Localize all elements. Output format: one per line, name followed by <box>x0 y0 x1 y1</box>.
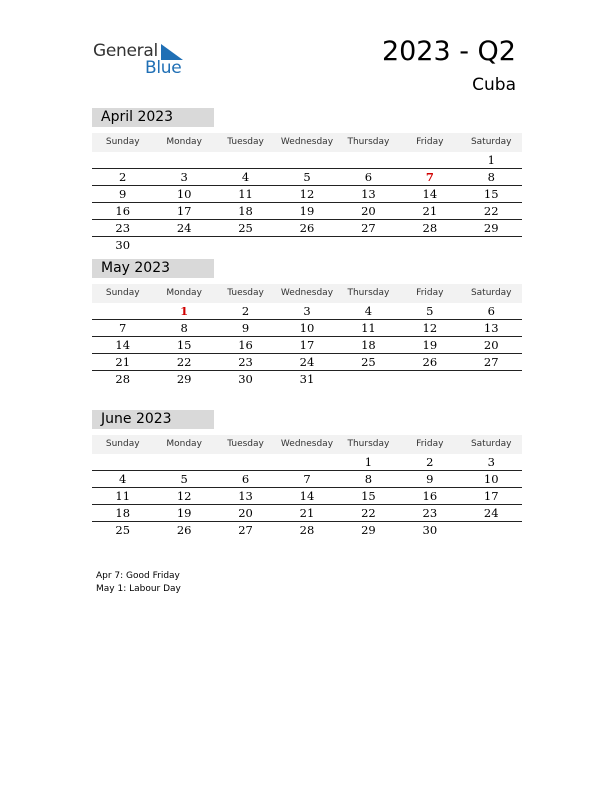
weekday-label: Sunday <box>105 288 140 298</box>
week-row <box>92 371 522 387</box>
day-cell: 30 <box>238 372 253 386</box>
day-cell <box>92 303 153 319</box>
day-cell <box>338 152 399 168</box>
day-cell: 11 <box>361 321 376 335</box>
day-cell: 5 <box>303 170 311 184</box>
holiday-day-cell: 1 <box>180 304 189 318</box>
weekday-label: Saturday <box>470 288 512 298</box>
day-cell: 27 <box>483 355 499 369</box>
day-cell: 14 <box>115 338 131 352</box>
day-cell: 4 <box>364 304 373 318</box>
weekday-label: Wednesday <box>280 288 334 298</box>
day-cell: 30 <box>115 238 131 252</box>
day-cell: 29 <box>361 523 376 537</box>
day-cell: 2 <box>426 455 434 469</box>
month-block <box>92 410 522 538</box>
weekday-label: Monday <box>166 439 202 449</box>
weekday-label: Monday <box>166 137 202 147</box>
day-cell: 8 <box>487 170 495 184</box>
day-cell: 6 <box>364 170 373 184</box>
weekday-label: Saturday <box>470 439 512 449</box>
week-row <box>92 169 522 186</box>
holiday-notes <box>96 570 181 596</box>
weekday-label: Friday <box>416 439 444 449</box>
day-cell <box>215 454 276 470</box>
day-cell: 9 <box>119 187 127 201</box>
day-cell: 17 <box>483 489 499 503</box>
day-cell: 27 <box>238 523 253 537</box>
day-cell: 3 <box>487 455 495 469</box>
day-cell: 16 <box>238 338 253 352</box>
day-cell <box>461 522 522 538</box>
day-cell: 25 <box>238 221 253 235</box>
day-cell: 11 <box>115 489 131 503</box>
day-cell: 20 <box>238 506 253 520</box>
day-cell: 16 <box>422 489 438 503</box>
weekday-label: Wednesday <box>280 137 334 147</box>
day-cell: 17 <box>176 204 192 218</box>
day-cell: 18 <box>115 506 131 520</box>
weekday-label: Friday <box>416 137 444 147</box>
day-cell: 30 <box>422 523 438 537</box>
day-cell: 15 <box>176 338 192 352</box>
weekday-label: Thursday <box>347 288 390 298</box>
day-cell: 20 <box>483 338 499 352</box>
week-row <box>92 354 522 371</box>
week-row <box>92 454 522 471</box>
holiday-note: Apr 7: Good Friday <box>96 571 180 581</box>
day-cell: 26 <box>299 221 315 235</box>
week-row <box>92 303 522 320</box>
day-cell: 5 <box>180 472 188 486</box>
weekday-label: Wednesday <box>280 439 334 449</box>
day-cell: 8 <box>180 321 188 335</box>
day-cell: 7 <box>119 321 127 335</box>
day-cell: 24 <box>176 221 192 235</box>
holiday-note: May 1: Labour Day <box>96 584 181 594</box>
day-cell: 7 <box>303 472 311 486</box>
week-row <box>92 505 522 522</box>
holiday-day-cell: 7 <box>425 170 434 184</box>
day-cell: 18 <box>238 204 253 218</box>
logo-text-blue: Blue <box>145 58 182 78</box>
day-cell: 23 <box>115 221 131 235</box>
weekday-label: Monday <box>166 288 202 298</box>
week-row <box>92 203 522 220</box>
month-name: April 2023 <box>92 108 214 127</box>
day-cell: 9 <box>426 472 434 486</box>
day-cell <box>399 371 460 387</box>
day-cell: 25 <box>115 523 131 537</box>
day-cell: 24 <box>483 506 499 520</box>
day-cell: 10 <box>483 472 499 486</box>
day-cell: 15 <box>361 489 376 503</box>
day-cell: 13 <box>361 187 376 201</box>
day-cell: 19 <box>299 204 315 218</box>
weekday-label: Saturday <box>470 137 512 147</box>
day-cell: 28 <box>115 372 131 386</box>
page-title: 2023 - Q2 <box>381 36 516 67</box>
generalblue-logo <box>93 41 193 81</box>
day-cell: 23 <box>422 506 438 520</box>
day-cell: 26 <box>422 355 438 369</box>
week-row <box>92 488 522 505</box>
month-name: June 2023 <box>92 410 214 429</box>
day-cell: 27 <box>361 221 376 235</box>
weekday-label: Tuesday <box>227 439 264 449</box>
weekday-label: Friday <box>416 288 444 298</box>
day-cell: 14 <box>299 489 315 503</box>
week-row <box>92 337 522 354</box>
day-cell: 28 <box>299 523 315 537</box>
day-cell: 4 <box>119 472 127 486</box>
day-cell: 11 <box>238 187 253 201</box>
day-cell: 4 <box>241 170 250 184</box>
day-cell <box>399 237 460 253</box>
day-cell <box>153 237 214 253</box>
day-cell: 5 <box>426 304 434 318</box>
day-cell: 13 <box>238 489 253 503</box>
weekday-label: Tuesday <box>227 288 264 298</box>
country-label: Cuba <box>472 75 516 95</box>
day-cell: 28 <box>422 221 438 235</box>
day-cell: 15 <box>483 187 499 201</box>
week-row <box>92 522 522 538</box>
weekday-label: Thursday <box>347 137 390 147</box>
day-cell: 10 <box>176 187 192 201</box>
week-row <box>92 220 522 237</box>
day-cell: 18 <box>361 338 376 352</box>
weekday-header-row <box>92 133 522 152</box>
week-row <box>92 320 522 337</box>
day-cell: 3 <box>180 170 188 184</box>
day-cell: 6 <box>241 472 250 486</box>
day-cell <box>153 454 214 470</box>
week-row <box>92 237 522 253</box>
day-cell: 26 <box>176 523 192 537</box>
weekday-label: Sunday <box>105 137 140 147</box>
day-cell <box>153 152 214 168</box>
day-cell <box>399 152 460 168</box>
day-cell: 13 <box>483 321 499 335</box>
day-cell: 6 <box>487 304 495 318</box>
day-cell: 12 <box>176 489 192 503</box>
day-cell: 9 <box>241 321 250 335</box>
day-cell <box>276 237 337 253</box>
day-cell: 17 <box>299 338 315 352</box>
weekday-header-row <box>92 284 522 303</box>
day-cell: 24 <box>299 355 315 369</box>
weekday-header-row <box>92 435 522 454</box>
day-cell: 2 <box>241 304 250 318</box>
day-cell: 29 <box>483 221 499 235</box>
day-cell <box>338 371 399 387</box>
day-cell: 21 <box>299 506 315 520</box>
day-cell <box>215 152 276 168</box>
day-cell: 8 <box>364 472 373 486</box>
week-row <box>92 471 522 488</box>
week-row <box>92 186 522 203</box>
day-cell: 16 <box>115 204 131 218</box>
day-cell: 23 <box>238 355 253 369</box>
day-cell <box>92 454 153 470</box>
day-cell: 19 <box>422 338 438 352</box>
day-cell <box>461 237 522 253</box>
month-block <box>92 259 522 387</box>
day-cell: 1 <box>364 455 373 469</box>
day-cell: 19 <box>176 506 192 520</box>
day-cell: 10 <box>299 321 315 335</box>
day-cell: 29 <box>176 372 192 386</box>
day-cell: 22 <box>176 355 192 369</box>
weekday-label: Thursday <box>347 439 390 449</box>
logo-text-general: General <box>93 41 158 61</box>
month-name: May 2023 <box>92 259 214 278</box>
day-cell: 21 <box>115 355 131 369</box>
weekday-label: Sunday <box>105 439 140 449</box>
day-cell <box>461 371 522 387</box>
day-cell <box>276 454 337 470</box>
day-cell: 25 <box>361 355 376 369</box>
day-cell: 2 <box>119 170 127 184</box>
day-cell: 12 <box>422 321 438 335</box>
day-cell: 22 <box>361 506 376 520</box>
day-cell: 31 <box>299 372 315 386</box>
day-cell <box>276 152 337 168</box>
day-cell: 22 <box>483 204 499 218</box>
day-cell: 3 <box>303 304 311 318</box>
day-cell: 20 <box>361 204 376 218</box>
week-row <box>92 152 522 169</box>
month-block <box>92 108 522 253</box>
day-cell <box>338 237 399 253</box>
day-cell <box>92 152 153 168</box>
day-cell: 12 <box>299 187 315 201</box>
day-cell <box>215 237 276 253</box>
day-cell: 14 <box>422 187 438 201</box>
weekday-label: Tuesday <box>227 137 264 147</box>
day-cell: 1 <box>487 153 495 167</box>
day-cell: 21 <box>422 204 438 218</box>
